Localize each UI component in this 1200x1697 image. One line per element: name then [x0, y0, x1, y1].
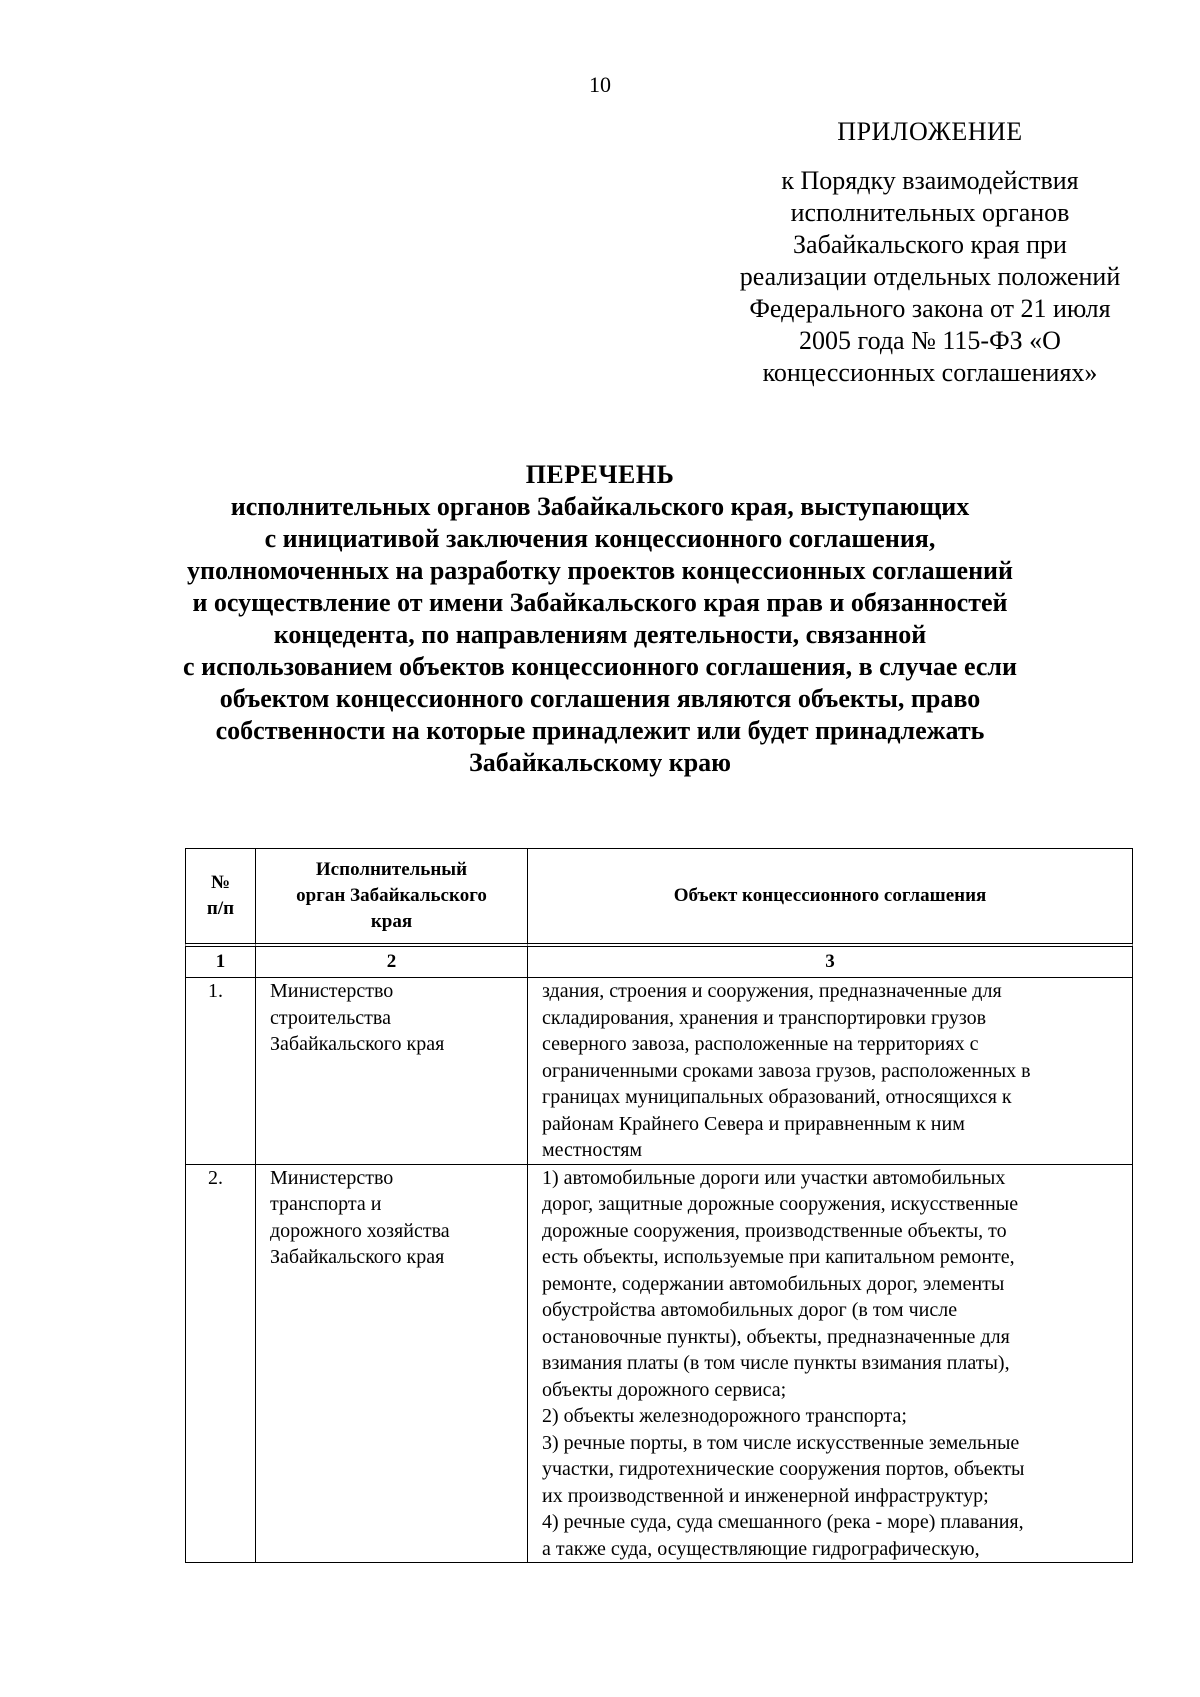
list-subtitle-line: с инициативой заключения концессионного соглашения, — [264, 524, 936, 553]
column-numbers-row — [185, 947, 1133, 978]
object-line: районам Крайнего Севера и приравненным к ним — [542, 1112, 965, 1135]
object-line: обустройства автомобильных дорог (в том числе — [542, 1299, 958, 1321]
appendix-reference-line: реализации отдельных положений — [739, 262, 1121, 291]
organ-line: дорожного хозяйства — [270, 1219, 450, 1242]
object-line: северного завоза, расположенные на территориях с — [542, 1033, 979, 1055]
organ-line: Забайкальского края — [270, 1246, 445, 1268]
organ-line: Министерство — [270, 1166, 394, 1189]
appendix-reference — [700, 165, 1160, 389]
table-row — [185, 978, 1133, 1165]
row-object — [528, 1165, 1133, 1564]
organ-line: Забайкальского края — [270, 1033, 445, 1055]
list-subtitle — [150, 491, 1050, 779]
row-number: 1. — [185, 978, 256, 1165]
appendix-reference-line: к Порядку взаимодействия — [781, 166, 1079, 195]
appendix-reference-line: Федерального закона от 21 июля — [749, 294, 1111, 323]
row-organ — [256, 978, 528, 1165]
appendix-reference-line: 2005 года № 115-ФЗ «О — [799, 326, 1061, 355]
object-line: объекты дорожного сервиса; — [542, 1378, 787, 1401]
list-subtitle-line: Забайкальскому краю — [468, 748, 732, 777]
object-line: есть объекты, используемые при капитальном ремонте, — [542, 1246, 1015, 1268]
table-header-row — [185, 848, 1133, 947]
header-object — [528, 848, 1133, 947]
list-subtitle-line: уполномоченных на разработку проектов концессионных соглашений — [186, 556, 1014, 585]
header-organ-line: Исполнительный — [315, 859, 468, 880]
object-line: 2) объекты железнодорожного транспорта; — [542, 1405, 907, 1427]
row-object — [528, 978, 1133, 1165]
table-row — [185, 1165, 1133, 1564]
object-line: границах муниципальных образований, относящихся к — [542, 1086, 1012, 1108]
list-title: ПЕРЕЧЕНЬ — [525, 460, 675, 489]
appendix-title: ПРИЛОЖЕНИЕ — [837, 117, 1023, 146]
list-subtitle-line: и осуществление от имени Забайкальского края прав и обязанностей — [192, 588, 1008, 617]
organ-line: Министерство — [270, 980, 394, 1002]
object-line: остановочные пункты), объекты, предназначенные для — [542, 1325, 1010, 1348]
header-number-line: п/п — [206, 898, 235, 919]
column-number: 2 — [256, 947, 528, 978]
object-line: их производственной и инженерной инфраструктур; — [542, 1484, 989, 1507]
object-line: здания, строения и сооружения, предназначенные для — [542, 980, 1002, 1002]
object-line: участки, гидротехнические сооружения портов, объекты — [542, 1458, 1025, 1480]
object-line: дорог, защитные дорожные сооружения, искусственные — [542, 1193, 1019, 1215]
object-line: 4) речные суда, суда смешанного (река - море) плавания, — [542, 1511, 1024, 1533]
header-number — [185, 848, 256, 947]
row-organ — [256, 1165, 528, 1564]
header-organ — [256, 848, 528, 947]
header-organ-line: орган Забайкальского — [296, 885, 487, 906]
header-organ-line: края — [370, 911, 413, 932]
object-line: 3) речные порты, в том числе искусственные земельные — [542, 1431, 1020, 1454]
page-number: 10 — [589, 72, 611, 97]
organ-line: транспорта и — [270, 1193, 382, 1215]
organ-line: строительства — [270, 1006, 391, 1029]
object-line: ремонте, содержании автомобильных дорог, элементы — [542, 1272, 1005, 1295]
object-line: ограниченными сроками завоза грузов, расположенных в — [542, 1059, 1031, 1082]
object-line: складирования, хранения и транспортировки грузов — [542, 1006, 987, 1029]
object-line: дорожные сооружения, производственные объекты, то — [542, 1219, 1007, 1242]
list-subtitle-line: собственности на которые принадлежит или будет принадлежать — [215, 716, 985, 745]
object-line: а также суда, осуществляющие гидрографическую, — [542, 1537, 980, 1560]
organs-table — [185, 848, 1133, 1563]
appendix-reference-line: исполнительных органов — [790, 198, 1070, 227]
list-subtitle-line: исполнительных органов Забайкальского края, выступающих — [230, 492, 970, 521]
list-subtitle-line: объектом концессионного соглашения являются объекты, право — [219, 684, 981, 713]
object-line: 1) автомобильные дороги или участки автомобильных — [542, 1166, 1006, 1189]
row-number: 2. — [185, 1165, 256, 1564]
column-number: 1 — [185, 947, 256, 978]
object-line: местностям — [542, 1139, 643, 1161]
object-line: взимания платы (в том числе пункты взимания платы), — [542, 1352, 1010, 1374]
header-object-line: Объект концессионного соглашения — [673, 885, 987, 906]
list-subtitle-line: концедента, по направлениям деятельности, связанной — [273, 620, 927, 649]
appendix-reference-line: концессионных соглашениях» — [762, 358, 1098, 387]
header-number-line: № — [210, 872, 231, 893]
list-subtitle-line: с использованием объектов концессионного соглашения, в случае если — [183, 652, 1017, 681]
column-number: 3 — [528, 947, 1133, 978]
appendix-reference-line: Забайкальского края при — [793, 230, 1067, 259]
